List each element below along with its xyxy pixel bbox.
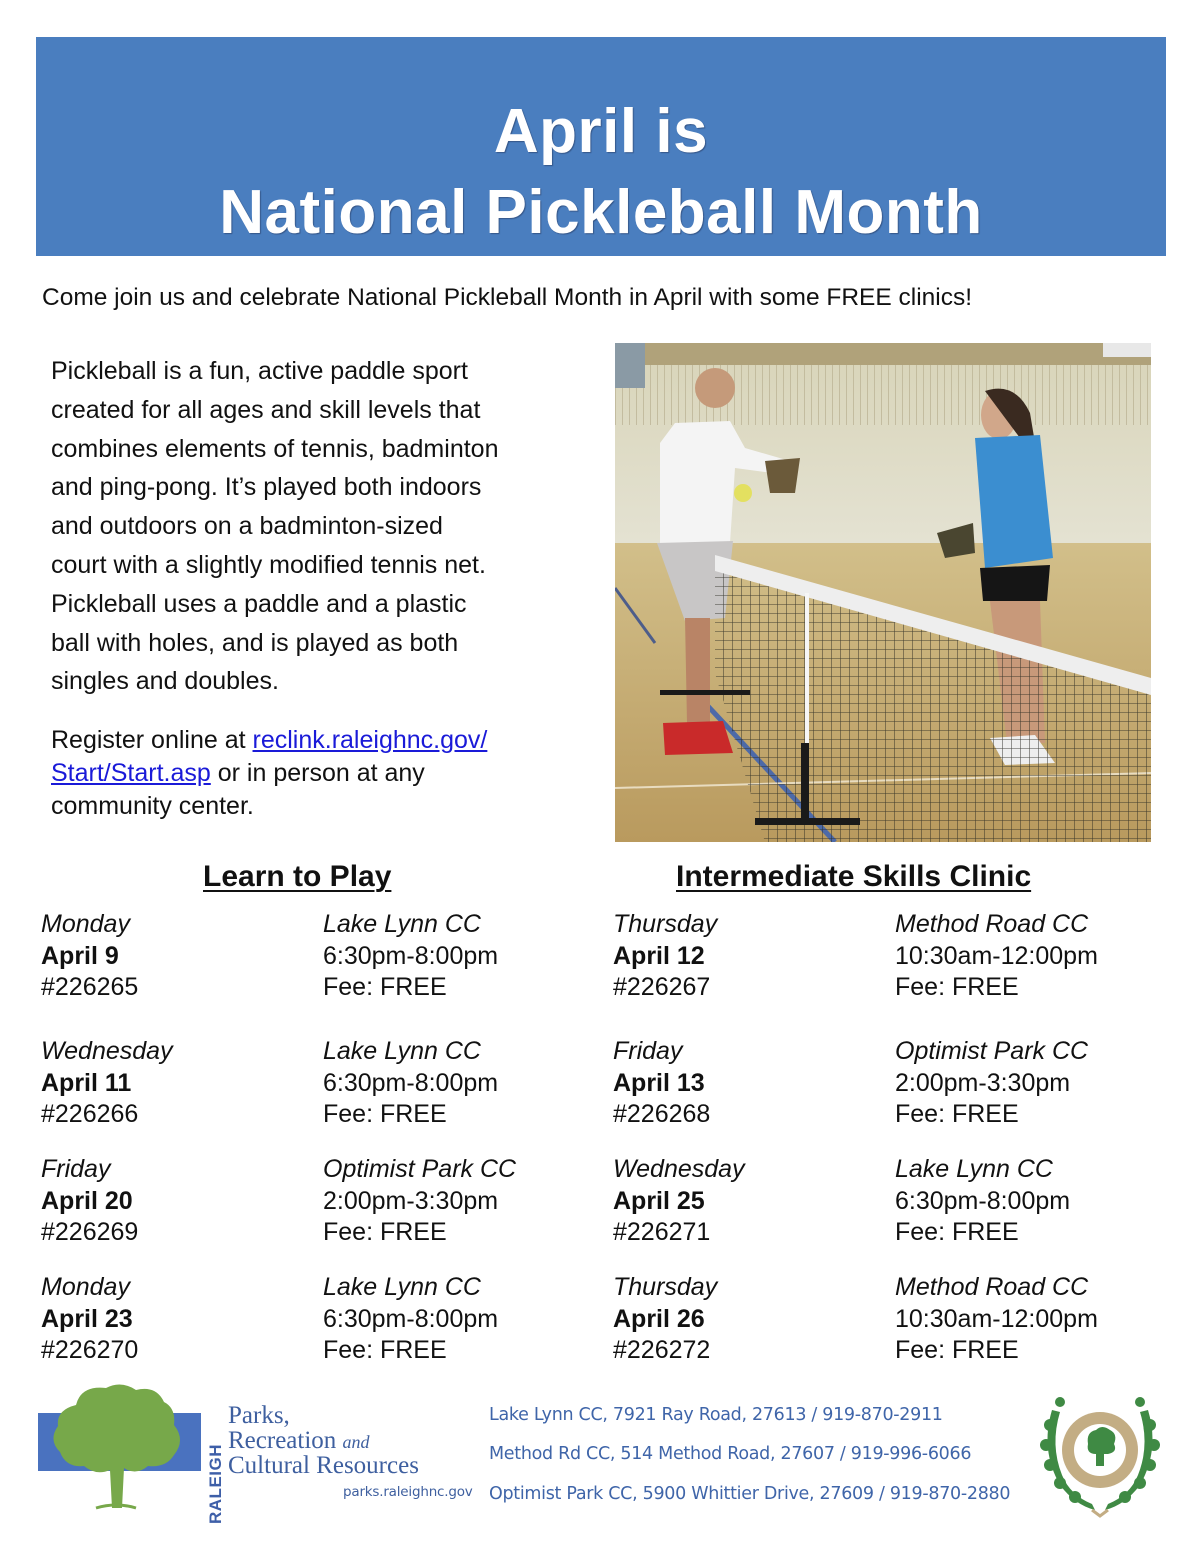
logo-line-recreation: Recreation and xyxy=(228,1427,370,1454)
intermediate-event-4-info: Thursday April 26 #226272 xyxy=(613,1273,718,1364)
register-prefix: Register online at xyxy=(51,726,253,754)
intermediate-clinic-heading: Intermediate Skills Clinic xyxy=(676,860,1032,893)
intro-text: Come join us and celebrate National Pickleball Month in April with some FREE clinics! xyxy=(42,284,973,311)
learn-to-play-heading: Learn to Play xyxy=(203,860,392,893)
learn-event-1-details: Lake Lynn CC 6:30pm-8:00pm Fee: FREE xyxy=(323,910,499,1001)
register-paragraph xyxy=(51,724,591,823)
learn-event-2-details: Lake Lynn CC 6:30pm-8:00pm Fee: FREE xyxy=(323,1037,499,1128)
logo-line-parks: Parks, xyxy=(228,1402,290,1429)
register-link-continued[interactable]: Start/Start.asp xyxy=(51,759,211,787)
description-line: and outdoors on a badminton-sized xyxy=(51,512,443,541)
intermediate-event-1-details: Method Road CC 10:30am-12:00pm Fee: FREE xyxy=(895,910,1098,1001)
intermediate-event-2-info: Friday April 13 #226268 xyxy=(613,1037,711,1128)
register-link[interactable]: reclink.raleighnc.gov/ xyxy=(252,726,488,754)
title-banner xyxy=(36,37,1166,256)
address-method-rd: Method Rd CC, 514 Method Road, 27607 / 919-996-6066 xyxy=(489,1444,972,1464)
description-line: singles and doubles. xyxy=(51,667,279,696)
learn-event-4-details: Lake Lynn CC 6:30pm-8:00pm Fee: FREE xyxy=(323,1273,499,1364)
photo-icon xyxy=(615,343,1151,842)
register-line3: community center. xyxy=(51,792,254,820)
register-suffix: or in person at any xyxy=(210,759,425,787)
pickleball-photo xyxy=(615,343,1151,842)
intermediate-event-1-info: Thursday April 12 #226267 xyxy=(613,910,718,1001)
learn-event-1-info: Monday April 9 #226265 xyxy=(41,910,139,1001)
city-seal-icon xyxy=(1030,1380,1170,1520)
learn-event-4-info: Monday April 23 #226270 xyxy=(41,1273,139,1364)
logo-url: parks.raleighnc.gov xyxy=(343,1484,473,1500)
address-lake-lynn: Lake Lynn CC, 7921 Ray Road, 27613 / 919-870-2911 xyxy=(489,1405,943,1425)
description-line: and ping-pong. It’s played both indoors xyxy=(51,473,482,502)
banner-title-line2: National Pickleball Month xyxy=(219,178,983,247)
intermediate-event-3-info: Wednesday April 25 #226271 xyxy=(613,1155,745,1246)
raleigh-parks-logo xyxy=(36,1380,476,1524)
tree-logo-icon xyxy=(36,1380,216,1520)
description-line: ball with holes, and is played as both xyxy=(51,628,459,657)
banner-title-line1: April is xyxy=(493,97,709,166)
description-line: Pickleball uses a paddle and a plastic xyxy=(51,589,467,618)
description-line: combines elements of tennis, badminton xyxy=(51,434,499,463)
intermediate-event-4-details: Method Road CC 10:30am-12:00pm Fee: FREE xyxy=(895,1273,1098,1364)
logo-line-cultural: Cultural Resources xyxy=(228,1452,419,1479)
description-line: created for all ages and skill levels that xyxy=(51,395,481,424)
learn-event-3-info: Friday April 20 #226269 xyxy=(41,1155,139,1246)
intermediate-event-3-details: Lake Lynn CC 6:30pm-8:00pm Fee: FREE xyxy=(895,1155,1071,1246)
learn-event-3-details: Optimist Park CC 2:00pm-3:30pm Fee: FREE xyxy=(323,1155,517,1246)
address-optimist-park: Optimist Park CC, 5900 Whittier Drive, 27609 / 919-870-2880 xyxy=(489,1484,1011,1504)
raleigh-vertical-text: RALEIGH xyxy=(206,1444,225,1524)
description-paragraph xyxy=(51,352,591,701)
intermediate-event-2-details: Optimist Park CC 2:00pm-3:30pm Fee: FREE xyxy=(895,1037,1089,1128)
description-line: Pickleball is a fun, active paddle sport xyxy=(51,357,468,385)
description-line: court with a slightly modified tennis net. xyxy=(51,550,486,579)
learn-event-2-info: Wednesday April 11 #226266 xyxy=(41,1037,173,1128)
